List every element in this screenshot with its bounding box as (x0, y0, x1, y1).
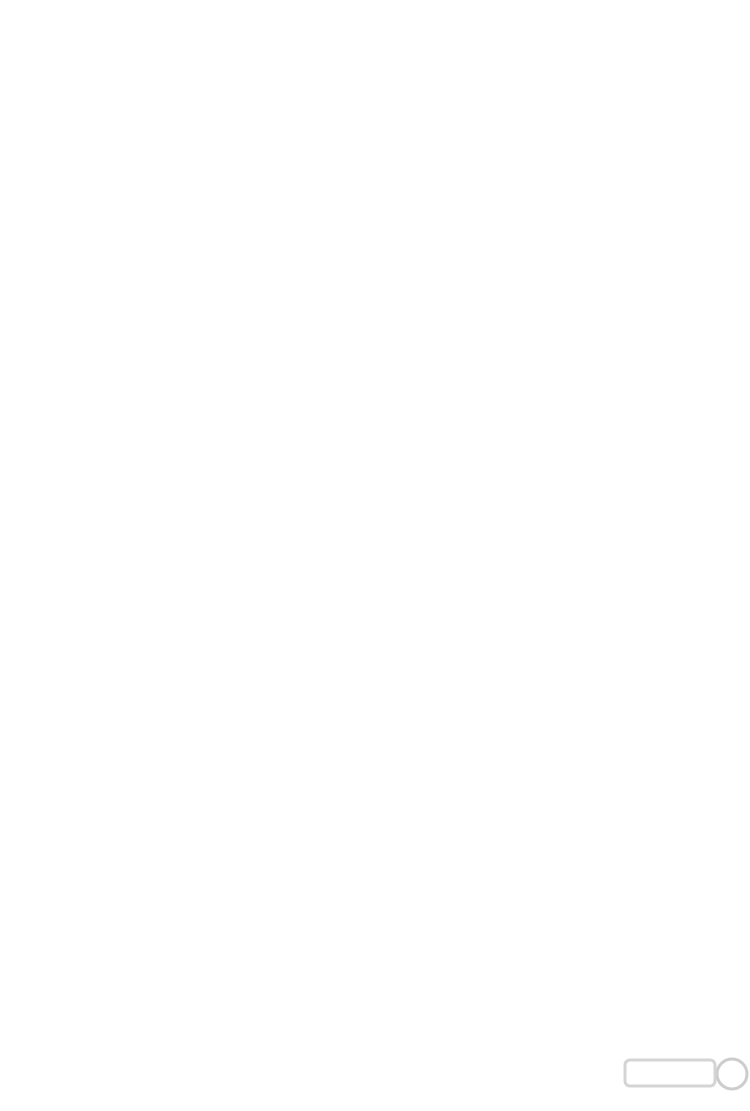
text-line (0, 620, 750, 642)
text-line (0, 800, 750, 822)
text-line (0, 778, 750, 800)
text-line (0, 209, 750, 231)
text-line (0, 414, 750, 436)
text-line (0, 711, 750, 733)
text-line (0, 369, 750, 391)
text-line (0, 960, 750, 982)
text-line (0, 254, 750, 276)
text-line (0, 665, 750, 687)
text-line (0, 756, 750, 778)
text-line (0, 323, 750, 345)
text-line (0, 528, 750, 550)
text-line (0, 1005, 750, 1027)
text-line (0, 392, 750, 414)
text-line (0, 892, 750, 914)
text-line (0, 846, 750, 868)
text-line (0, 345, 750, 367)
text-line (0, 574, 750, 596)
text-line (0, 915, 750, 937)
text-line (0, 596, 750, 618)
text-line (0, 97, 750, 119)
text-line (0, 983, 750, 1005)
text-line (0, 231, 750, 253)
text-line (0, 550, 750, 572)
text-line (0, 643, 750, 665)
text-line (0, 299, 750, 321)
watermark-logo (615, 1052, 750, 1107)
text-line (0, 186, 750, 208)
section-title (0, 688, 750, 710)
text-line (0, 119, 750, 141)
text-line (0, 733, 750, 755)
text-line (0, 937, 750, 959)
text-line (0, 482, 750, 504)
text-line (0, 164, 750, 186)
text-line (0, 505, 750, 527)
text-line (0, 869, 750, 891)
text-line (0, 460, 750, 482)
text-line (0, 822, 750, 844)
text-line (0, 142, 750, 164)
text-line (0, 276, 750, 298)
text-line (0, 437, 750, 459)
